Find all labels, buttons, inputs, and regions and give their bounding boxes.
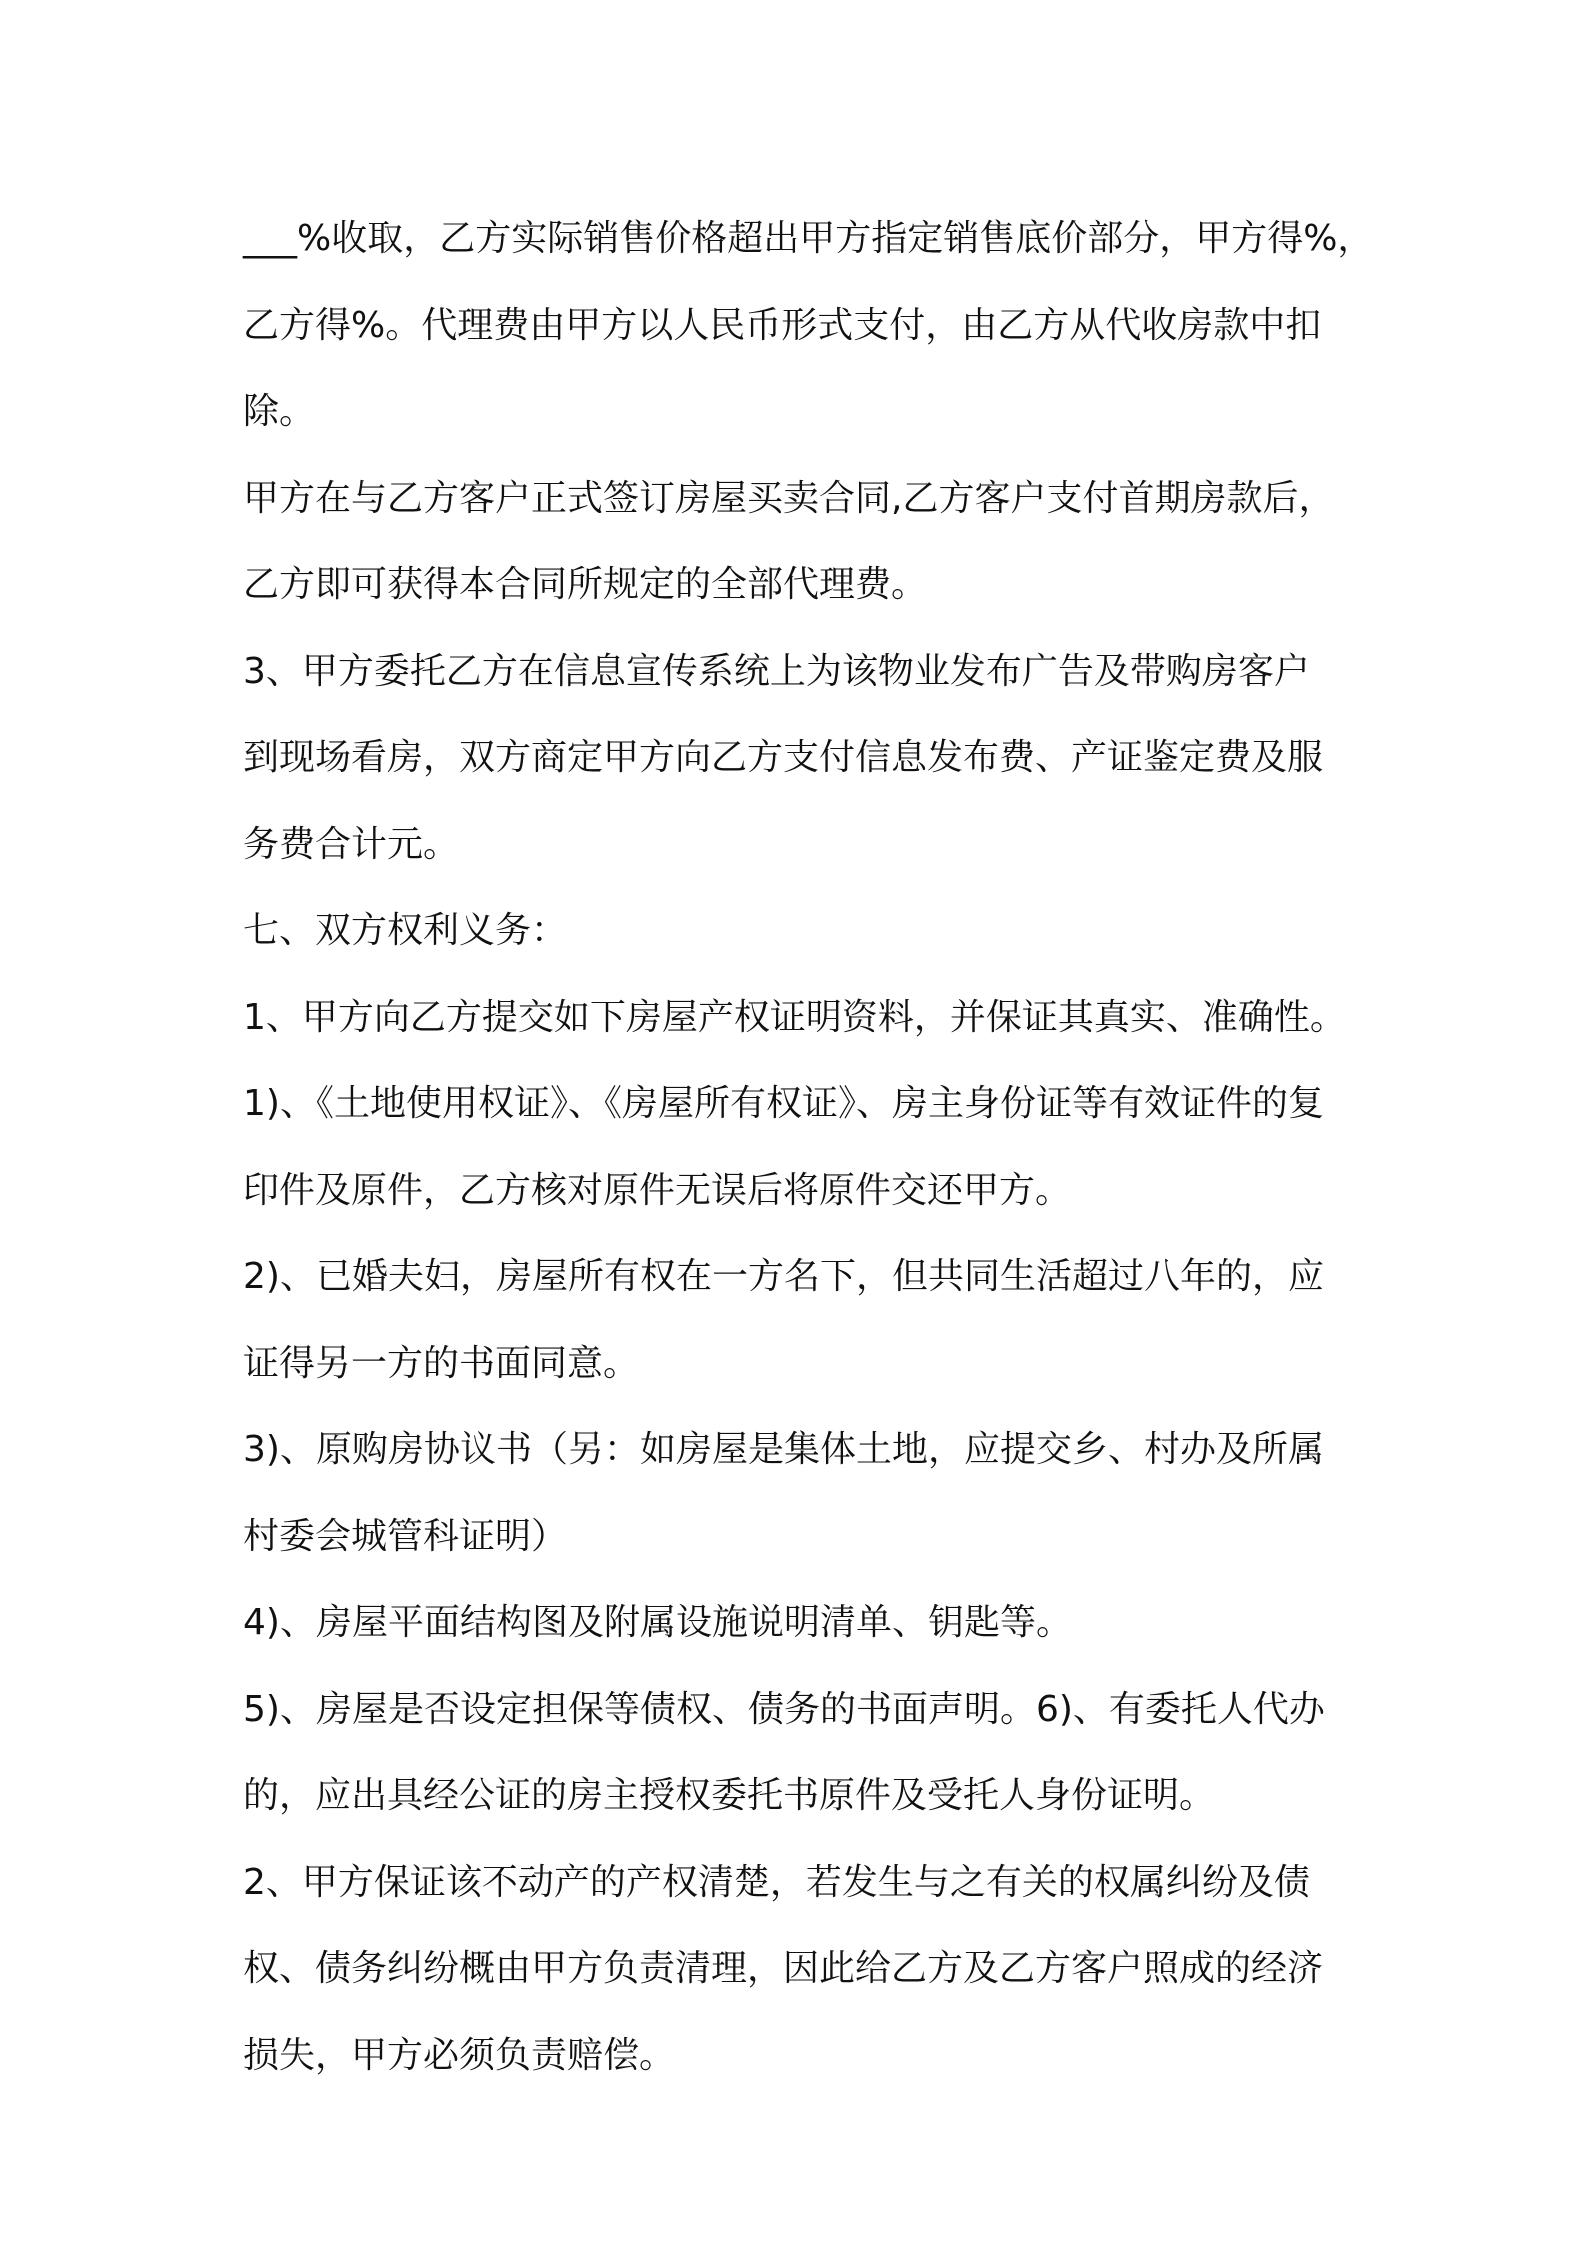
text-line: 乙方得%。代理费由甲方以人民币形式支付，由乙方从代收房款中扣: [243, 304, 1322, 346]
text-line: 3)、原购房协议书（另：如房屋是集体土地，应提交乡、村办及所属: [243, 1429, 1324, 1470]
text-line: 到现场看房，双方商定甲方向乙方支付信息发布费、产证鉴定费及服: [243, 737, 1324, 778]
text-line: 5)、房屋是否设定担保等债权、债务的书面声明。6)、有委托人代办: [243, 1688, 1325, 1730]
text-line: 的，应出具经公证的房主授权委托书原件及受托人身份证明。: [243, 1775, 1216, 1816]
text-line: 4)、房屋平面结构图及附属设施说明清单、钥匙等。: [243, 1602, 1072, 1643]
contract-text: [243, 196, 1374, 2099]
section-heading: 七、双方权利义务：: [243, 910, 568, 951]
text-line: 务费合计元。: [243, 823, 460, 865]
text-line: 损失，甲方必须负责赔偿。: [243, 2034, 676, 2076]
text-line: 权、债务纠纷概由甲方负责清理，因此给乙方及乙方客户照成的经济: [243, 1948, 1324, 1989]
text-line: 除。: [243, 391, 316, 432]
text-line: 证得另一方的书面同意。: [243, 1342, 640, 1384]
text-line: 2)、已婚夫妇，房屋所有权在一方名下，但共同生活超过八年的，应: [243, 1256, 1324, 1297]
text-line: ___%收取，乙方实际销售价格超出甲方指定销售底价部分，甲方得%，: [243, 218, 1374, 259]
text-line: 村委会城管科证明）: [243, 1515, 568, 1557]
text-line: 印件及原件，乙方核对原件无误后将原件交还甲方。: [243, 1169, 1072, 1211]
text-line: 2、甲方保证该不动产的产权清楚，若发生与之有关的权属纠纷及债: [243, 1861, 1310, 1903]
text-line: 乙方即可获得本合同所规定的全部代理费。: [243, 564, 928, 605]
text-line: 1)、《土地使用权证》、《房屋所有权证》、房主身份证等有效证件的复: [243, 1083, 1324, 1124]
text-line: 甲方在与乙方客户正式签订房屋买卖合同,乙方客户支付首期房款后，: [243, 477, 1335, 519]
text-line: 3、甲方委托乙方在信息宣传系统上为该物业发布广告及带购房客户: [243, 650, 1310, 692]
text-line: 1、甲方向乙方提交如下房屋产权证明资料，并保证其真实、准确性。: [243, 996, 1346, 1038]
